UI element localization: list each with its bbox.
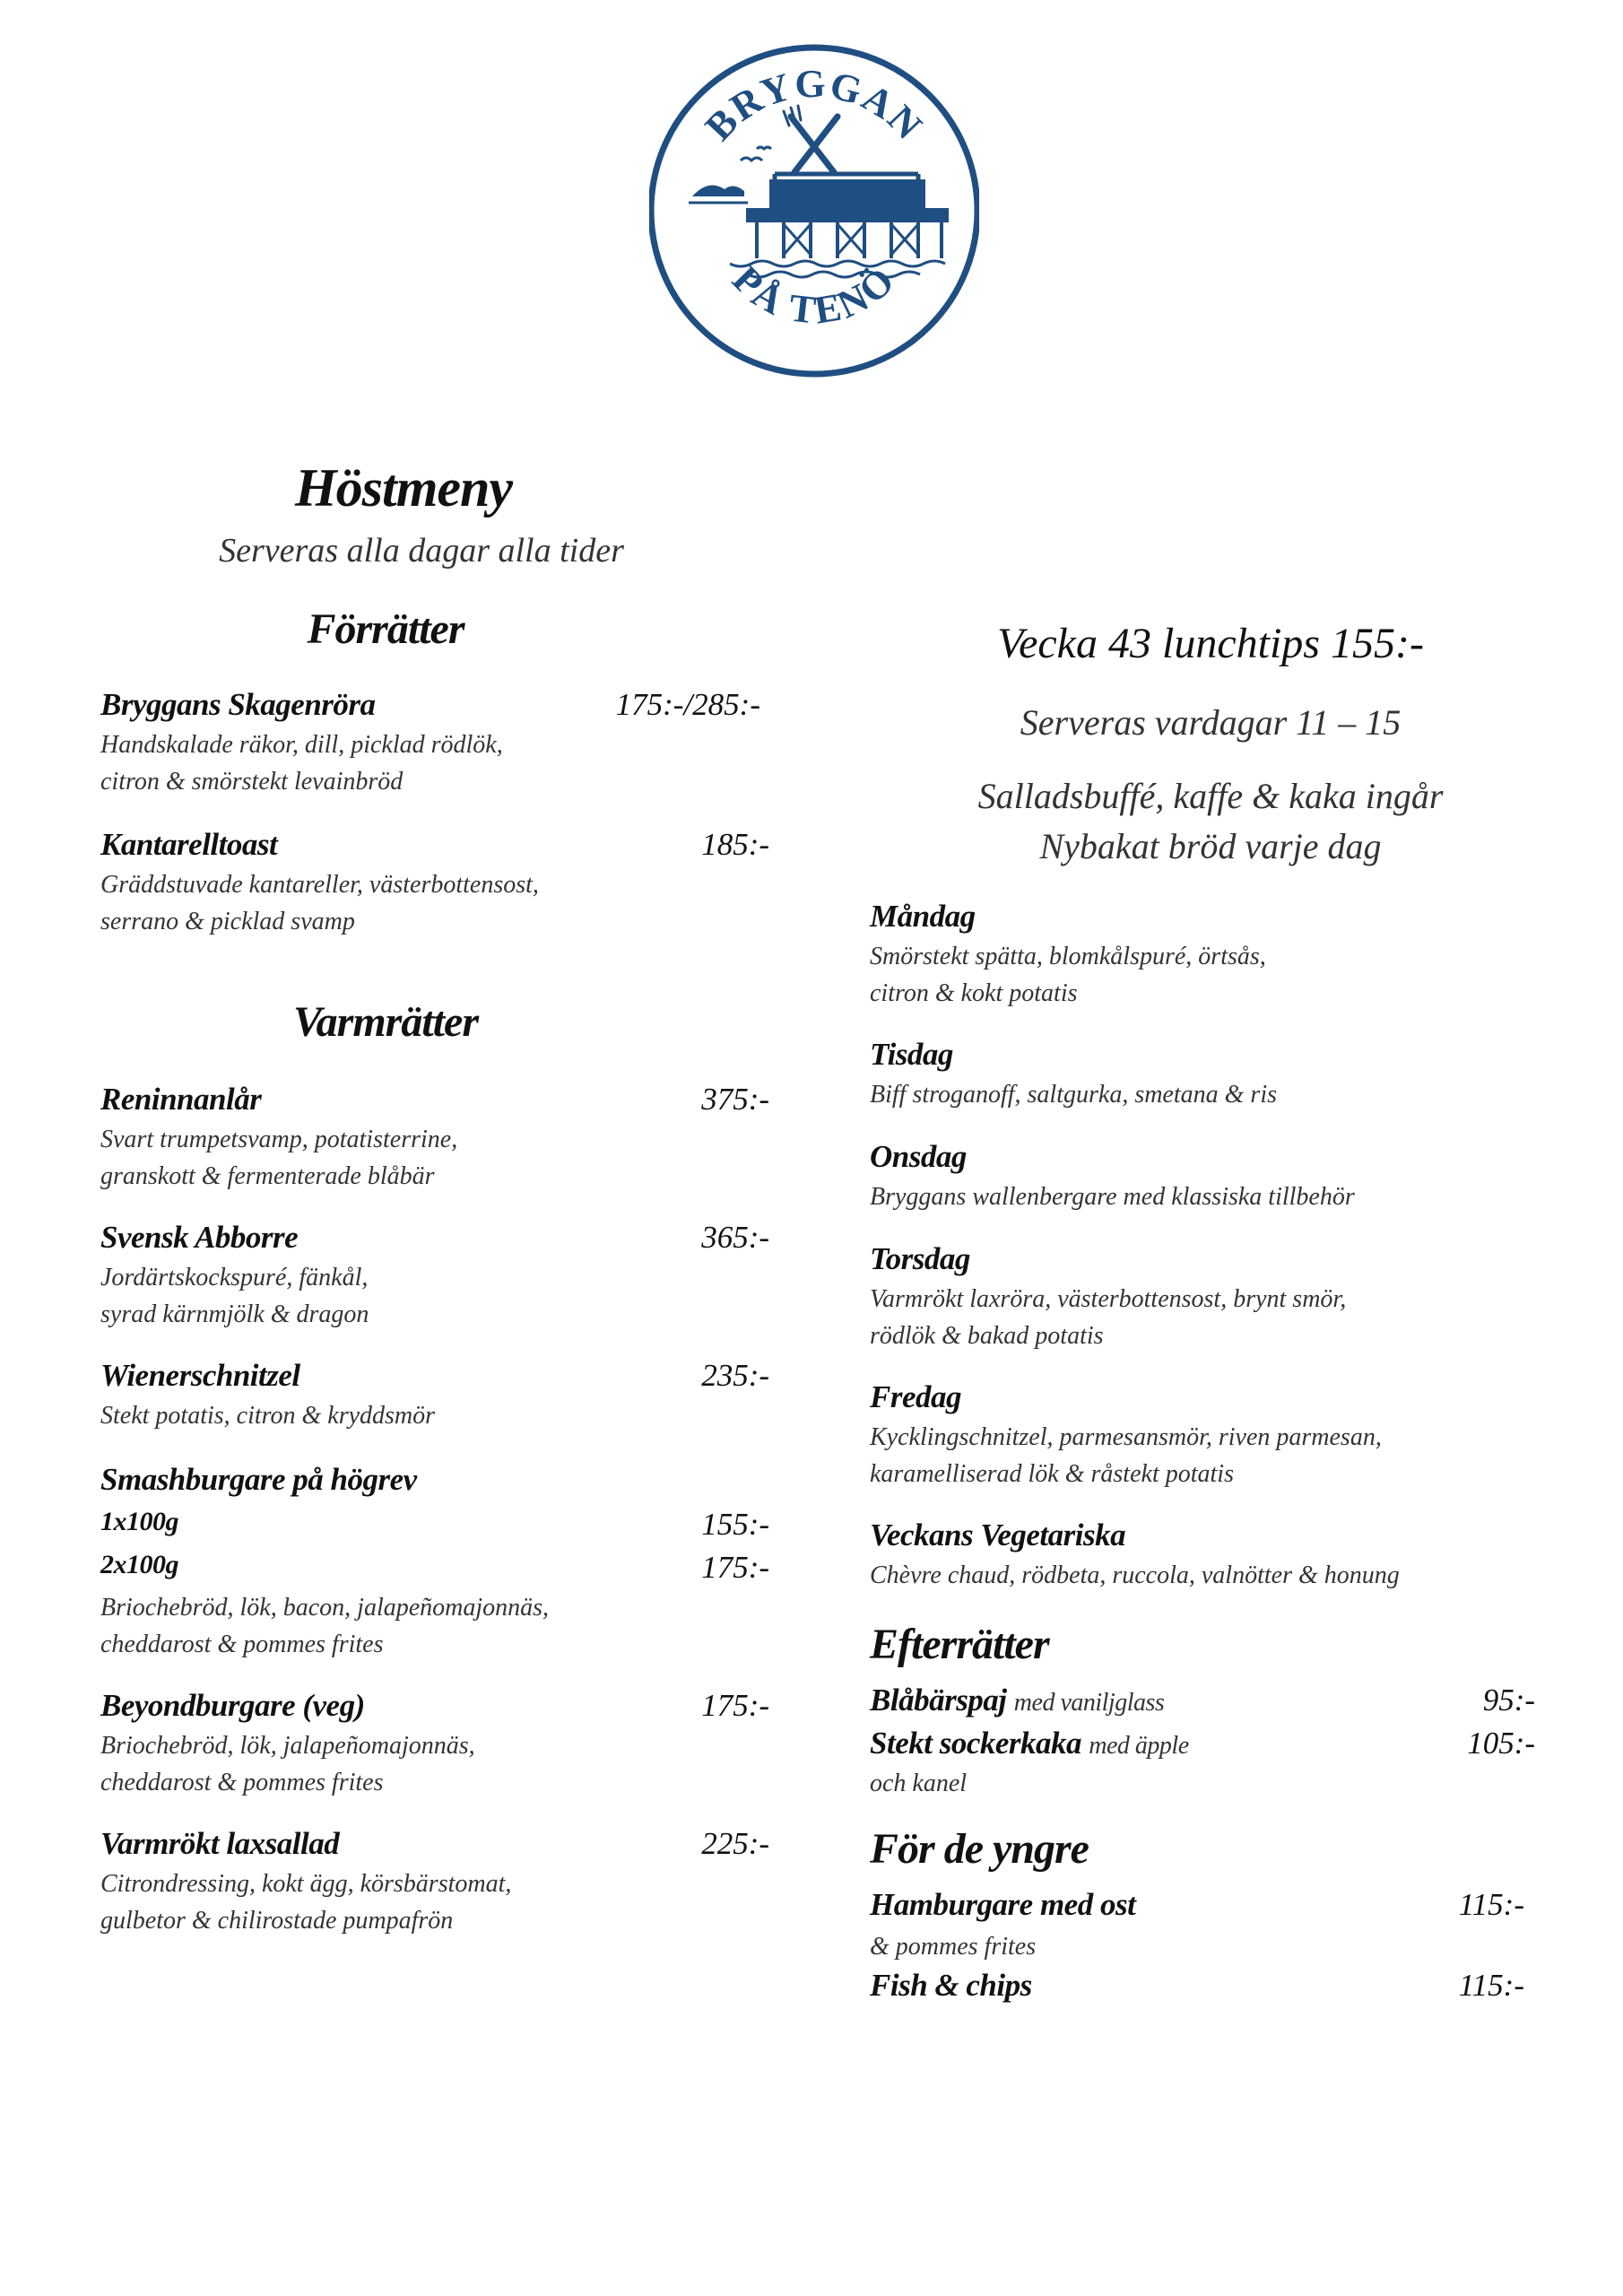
kids-dish-name: Hamburgare med ost [870,1887,1136,1922]
dessert-name: Blåbärspaj [870,1683,1007,1718]
dish-price: 225:- [701,1826,769,1861]
kids-dish-desc: & pommes frites [870,1933,1037,1961]
desserts-heading: Efterrätter [870,1621,1049,1668]
day-desc: Kycklingschnitzel, parmesansmör, riven parmesan, [870,1423,1382,1451]
day-desc: Chèvre chaud, rödbeta, ruccola, valnötter & honung [870,1561,1400,1589]
menu-title: Höstmeny [295,458,512,517]
dish-desc: Gräddstuvade kantareller, västerbottensost, [100,871,539,899]
dish-desc: serrano & picklad svamp [100,908,355,935]
day-desc: Varmrökt laxröra, västerbottensost, brynt smör, [870,1285,1347,1313]
dish-price: 185:- [701,827,769,862]
dish-desc: cheddarost & pommes frites [100,1769,384,1796]
kids-dish-price: 115:- [1458,1968,1524,2003]
day-desc: Biff stroganoff, saltgurka, smetana & ris [870,1081,1277,1109]
dessert-price: 105:- [1467,1726,1535,1761]
dish-name: Varmrökt laxsallad [100,1826,340,1861]
dish-price: 175:- [701,1550,769,1585]
day-name: Måndag [870,899,976,934]
dish-desc: Briochebröd, lök, bacon, jalapeñomajonnäs, [100,1594,550,1622]
dish-desc: syrad kärnmjölk & dragon [100,1300,369,1328]
dessert-desc: och kanel [870,1770,968,1797]
lunch-served: Serveras vardagar 11 – 15 [1020,702,1402,743]
day-desc: karamelliserad lök & råstekt potatis [870,1460,1234,1488]
logo-bottom-text: PÅ TENÖ [724,257,905,333]
dish-desc: Stekt potatis, citron & kryddsmör [100,1402,436,1430]
kids-heading: För de yngre [870,1825,1089,1873]
mains-heading: Varmrätter [292,998,479,1046]
bryggan-logo-graphic [649,39,979,382]
kids-dish-name: Fish & chips [870,1968,1032,2003]
lunch-bread: Nybakat bröd varje dag [1039,826,1382,866]
dessert-extra: med vaniljglass [1013,1689,1165,1717]
dish-desc: cheddarost & pommes frites [100,1631,384,1658]
day-name: Veckans Vegetariska [870,1518,1126,1552]
dish-name: Reninnanlår [100,1082,262,1117]
bird-icon [757,147,771,149]
day-name: Fredag [870,1379,961,1414]
logo-top-text: BRYGGAN [696,61,932,150]
lunch-title: Vecka 43 lunchtips 155:- [997,620,1424,667]
dish-name: Smashburgare på högrev [100,1462,417,1497]
dish-desc: Jordärtskockspuré, fänkål, [100,1264,369,1292]
dish-name: Svensk Abborre [100,1220,299,1255]
dish-price: 235:- [701,1358,769,1393]
dish-desc: Svart trumpetsvamp, potatisterrine, [100,1126,458,1153]
day-desc: rödlök & bakad potatis [870,1322,1104,1350]
day-name: Torsdag [870,1241,970,1276]
dessert-price: 95:- [1482,1683,1535,1718]
starters-heading: Förrätter [307,605,464,653]
day-desc: citron & kokt potatis [870,979,1078,1007]
dish-price: 175:- [701,1688,769,1723]
menu-subtitle: Serveras alla dagar alla tider [219,532,624,570]
dish-name: Bryggans Skagenröra [100,687,376,722]
dish-desc: Citrondressing, kokt ägg, körsbärstomat, [100,1870,512,1898]
bryggan-logo [649,39,979,382]
dish-price: 375:- [701,1082,769,1117]
kids-dish-price: 115:- [1458,1887,1524,1922]
lunch-included: Salladsbuffé, kaffe & kaka ingår [977,776,1444,816]
dish-desc: gulbetor & chilirostade pumpafrön [100,1907,454,1935]
dish-name: Wienerschnitzel [100,1358,300,1393]
dish-variant: 1x100g [100,1507,178,1536]
dish-price: 175:-/285:- [615,687,760,722]
day-name: Tisdag [870,1037,953,1072]
day-desc: Smörstekt spätta, blomkålspuré, örtsås, [870,943,1266,970]
dish-price: 155:- [701,1507,769,1542]
dish-desc: citron & smörstekt levainbröd [100,768,404,796]
dish-desc: Briochebröd, lök, jalapeñomajonnäs, [100,1732,475,1760]
dish-name: Beyondburgare (veg) [100,1688,365,1723]
day-name: Onsdag [870,1139,967,1174]
day-desc: Bryggans wallenbergare med klassiska tillbehör [870,1183,1355,1211]
dish-variant: 2x100g [100,1550,178,1579]
dish-desc: Handskalade räkor, dill, picklad rödlök, [100,731,503,759]
dessert-extra: med äpple [1089,1732,1189,1760]
dessert-name: Stekt sockerkaka [870,1726,1082,1761]
dish-desc: granskott & fermenterade blåbär [100,1162,435,1190]
dish-price: 365:- [701,1220,769,1255]
dish-name: Kantarelltoast [100,827,278,862]
